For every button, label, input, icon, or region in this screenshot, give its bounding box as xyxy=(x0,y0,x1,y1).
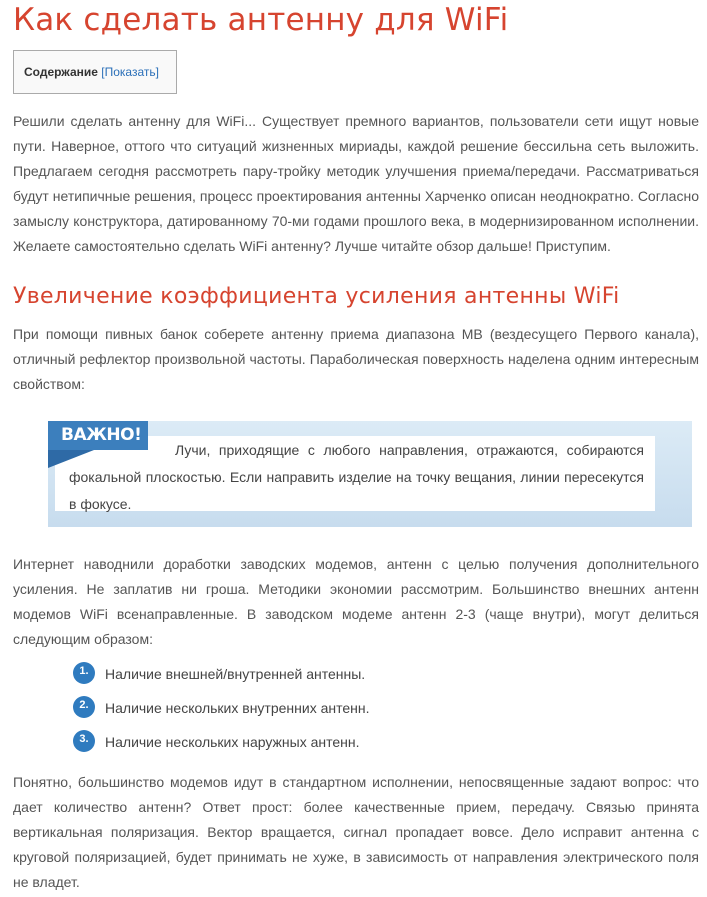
list-item-text: Наличие нескольких наружных антенн. xyxy=(105,734,360,750)
important-badge: ВАЖНО! xyxy=(48,421,148,450)
notice-text: Лучи, приходящие с любого направления, отражаются, собираются фокальной плоскостью. Если направить изделие на точку вещания, линии пересекутся в фокусе. xyxy=(69,442,644,512)
list-item-text: Наличие нескольких внутренних антенн. xyxy=(105,700,370,716)
list-number-badge: 1. xyxy=(73,662,95,684)
page-title: Как сделать антенну для WiFi xyxy=(13,2,509,38)
list-number-badge: 3. xyxy=(73,730,95,752)
table-of-contents xyxy=(13,50,177,94)
section-paragraph: При помощи пивных банок соберете антенну приема диапазона МВ (вездесущего Первого канала), отличный рефлектор произвольной частоты. Параболическая поверхность наделена одним интересным свойством: xyxy=(13,326,699,392)
closing-paragraph: Понятно, большинство модемов идут в стандартном исполнении, непосвященные задают вопрос: что дает количество антенн? Ответ прост: более качественные прием, передачу. Связью принята вертикальная поляризация. Вектор вращается, сигнал пропадает вовсе. Дело исправит антенна с круговой поляризацией, будет принимать не хуже, в зависимость от направления электрического поля не владет. xyxy=(13,774,699,890)
list-number-badge: 2. xyxy=(73,696,95,718)
toc-toggle-link[interactable]: [Показать] xyxy=(101,65,159,79)
modems-paragraph: Интернет наводнили доработки заводских модемов, антенн с целью получения дополнительного усиления. Не заплатив ни гроша. Методики экономии рассмотрим. Большинство внешних антенн модемов WiFi всенаправленные. В заводском модеме антенн 2-3 (чаще внутри), могут делиться следующим образом: xyxy=(13,556,699,647)
intro-paragraph: Решили сделать антенну для WiFi... Существует премного вариантов, пользователи сети ищут новые пути. Наверное, оттого что ситуаций жизненных мириады, каждой решение бессильна сеть выложить. Предлагаем сегодня рассмотреть пару-тройку методик улучшения приема/передачи. Рассматриваться будут нетипичные решения, процесс проектирования антенны Харченко описан неоднократно. Согласно замыслу конструктора, датированному 70-ми годами прошлого века, в модернизированном исполнении. Желаете самостоятельно сделать WiFi антенну? Лучше читайте обзор дальше! Приступим. xyxy=(13,113,699,254)
section-heading: Увеличение коэффициента усиления антенны WiFi xyxy=(13,284,620,309)
badge-ribbon-fold xyxy=(48,450,94,468)
important-notice xyxy=(48,421,692,527)
toc-label: Содержание xyxy=(24,65,98,79)
list-item-text: Наличие внешней/внутренней антенны. xyxy=(105,666,366,682)
